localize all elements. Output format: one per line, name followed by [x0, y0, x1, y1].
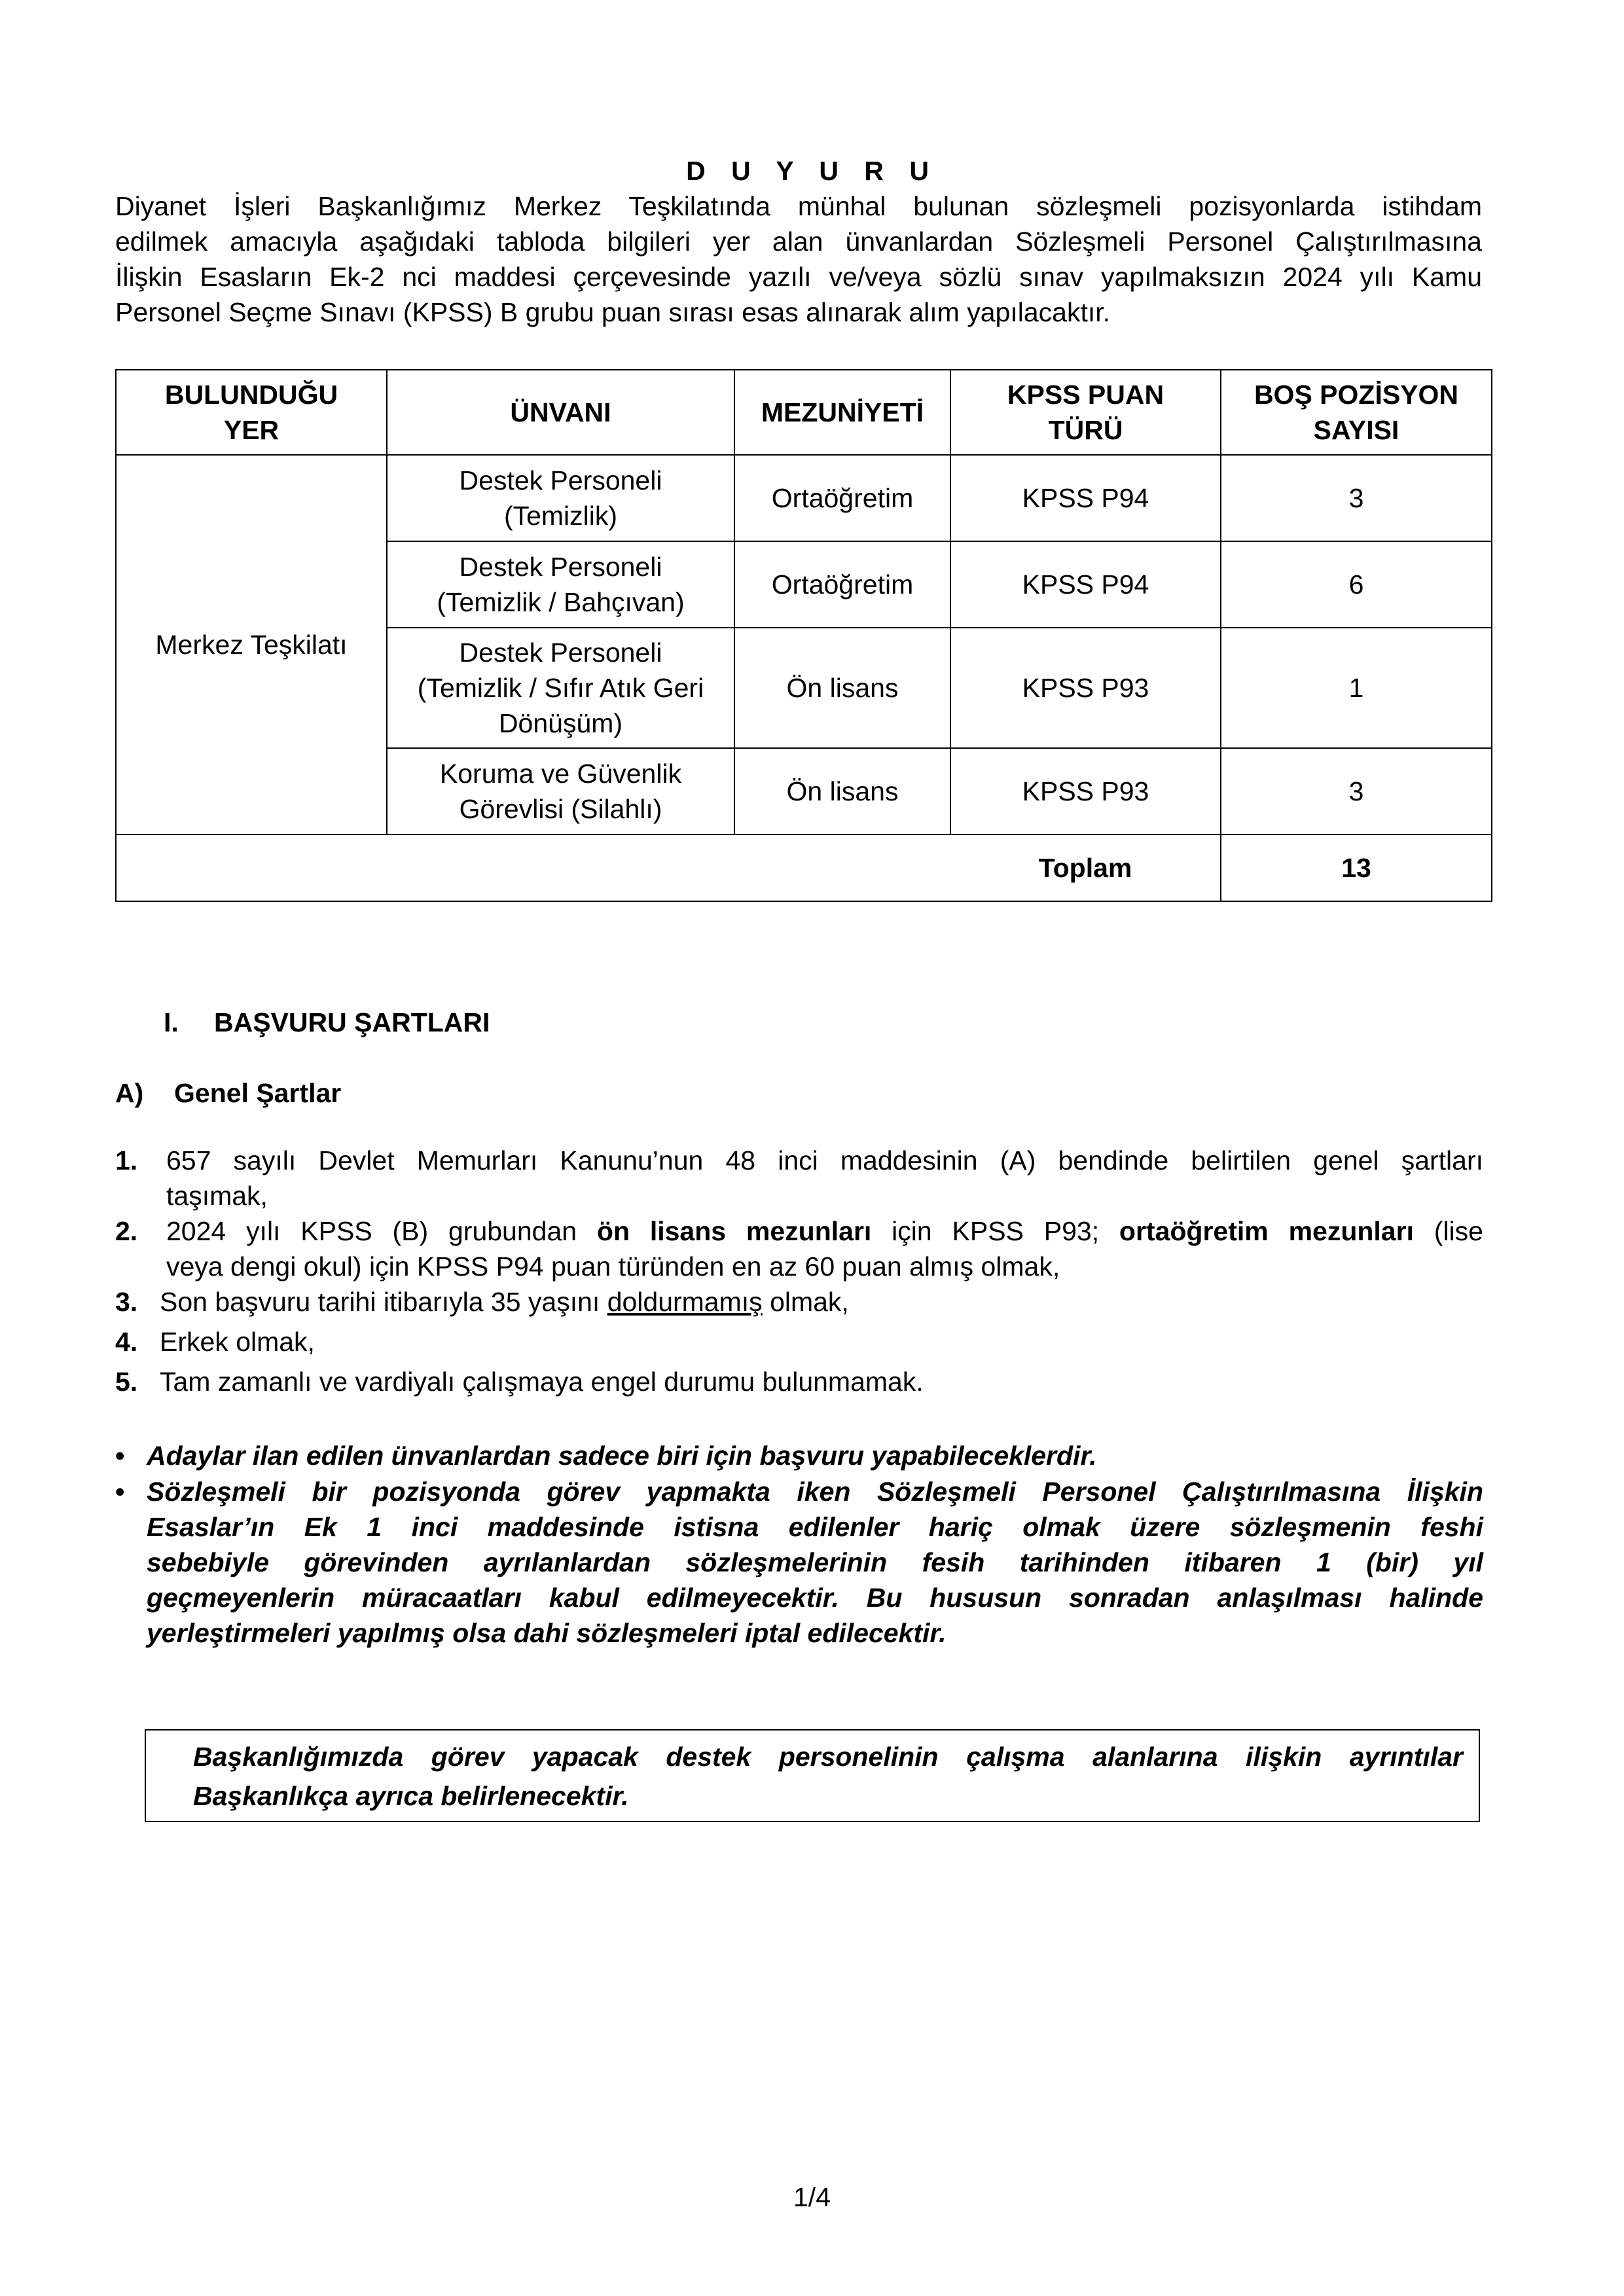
- title-line: Dönüşüm): [498, 708, 623, 738]
- requirement-line: [166, 1213, 1483, 1249]
- boxed-note-line: Başkanlığımızda görev yapacak destek personelinin çalışma alanlarına ilişkin ayrıntılar: [193, 1742, 1463, 1772]
- kpss-cell: KPSS P93: [950, 748, 1221, 834]
- requirement-line: 657 sayılı Devlet Memurları Kanunu’nun 48 inci maddesinin (A) bendinde belirtilen genel şartları: [166, 1145, 1483, 1175]
- note-line: Sözleşmeli bir pozisyonda görev yapmakta iken Sözleşmeli Personel Çalıştırılmasına İlişkin: [147, 1477, 1483, 1507]
- bullet-icon: •: [115, 1477, 125, 1507]
- positions-table: [115, 369, 1492, 902]
- count-cell: 6: [1221, 541, 1492, 628]
- requirement-number: 2.: [115, 1216, 138, 1246]
- header-location-line: YER: [223, 415, 280, 445]
- location-cell: Merkez Teşkilatı: [116, 455, 387, 834]
- section-number: I.: [164, 1007, 179, 1037]
- bold-run: ön lisans mezunları: [596, 1216, 872, 1246]
- count-cell: 3: [1221, 748, 1492, 834]
- requirement-number: 5.: [115, 1367, 138, 1397]
- text-run: Son başvuru tarihi itibarıyla 35 yaşını: [160, 1287, 607, 1317]
- header-vacancies-line: BOŞ POZİSYON: [1254, 380, 1459, 410]
- note-line: geçmeyenlerin müracaatları kabul edilmeyecektir. Bu hususun sonradan anlaşılması halinde: [147, 1583, 1483, 1613]
- kpss-cell: KPSS P93: [950, 628, 1221, 748]
- document-title: D U Y U R U: [686, 156, 938, 186]
- intro-line: İlişkin Esasların Ek-2 nci maddesi çerçevesinde yazılı ve/veya sözlü sınav yapılmaksızın 2024 yılı Kamu: [115, 262, 1482, 292]
- title-cell: [387, 748, 734, 834]
- requirement-text: [166, 1143, 1483, 1213]
- table-row: [116, 455, 1492, 541]
- requirement-number: 4.: [115, 1327, 138, 1357]
- note-line: Adaylar ilan edilen ünvanlardan sadece biri için başvuru yapabileceklerdir.: [147, 1441, 1097, 1471]
- requirement-text: [160, 1284, 1483, 1319]
- title-line: (Temizlik / Sıfır Atık Geri: [417, 673, 704, 703]
- requirement-item: [115, 1284, 1483, 1319]
- requirement-text: [160, 1364, 1483, 1399]
- total-row: [116, 834, 1492, 901]
- boxed-note-text: [193, 1737, 1463, 1816]
- title-line: Destek Personeli: [459, 637, 662, 668]
- education-cell: Ön lisans: [734, 628, 950, 748]
- kpss-cell: KPSS P94: [950, 455, 1221, 541]
- total-empty-cell: [116, 834, 950, 901]
- requirement-number: 3.: [115, 1287, 138, 1317]
- header-kpss-line: TÜRÜ: [1048, 415, 1123, 445]
- header-kpss-line: KPSS PUAN: [1007, 380, 1164, 410]
- title-line: Destek Personeli: [459, 465, 662, 495]
- total-value: 13: [1221, 834, 1492, 901]
- title-cell: [387, 541, 734, 628]
- title-line: (Temizlik): [503, 501, 618, 531]
- note-line: yerleştirmeleri yapılmış olsa dahi sözleşmeleri iptal edilecektir.: [147, 1618, 947, 1648]
- boxed-note: [145, 1729, 1480, 1822]
- requirement-item: [115, 1143, 1483, 1213]
- section-title: BAŞVURU ŞARTLARI: [214, 1007, 490, 1037]
- requirement-text: [166, 1213, 1483, 1284]
- note-item: [115, 1438, 1483, 1473]
- intro-line: Personel Seçme Sınavı (KPSS) B grubu puan sırası esas alınarak alım yapılacaktır.: [115, 297, 1111, 327]
- intro-line: edilmek amacıyla aşağıdaki tabloda bilgileri yer alan ünvanlardan Sözleşmeli Personel Çalıştırılmasına: [115, 226, 1482, 257]
- subsection-heading: [115, 1075, 341, 1111]
- requirement-item: [115, 1364, 1483, 1399]
- bullet-icon: •: [115, 1441, 125, 1471]
- intro-line: Diyanet İşleri Başkanlığımız Merkez Teşkilatında münhal bulunan sözleşmeli pozisyonlarda istihdam: [115, 191, 1482, 221]
- header-location-line: BULUNDUĞU: [164, 380, 338, 410]
- section-heading: [164, 1005, 490, 1040]
- title-cell: [387, 455, 734, 541]
- education-cell: Ortaöğretim: [734, 455, 950, 541]
- header-education: MEZUNİYETİ: [734, 370, 950, 455]
- subsection-title: Genel Şartlar: [174, 1078, 342, 1108]
- requirement-number: 1.: [115, 1145, 138, 1175]
- requirement-item: [115, 1324, 1483, 1359]
- note-text: [147, 1438, 1483, 1473]
- note-line: Esaslar’ın Ek 1 inci maddesinde istisna edilenler hariç olmak üzere sözleşmenin feshi: [147, 1512, 1483, 1542]
- requirement-line: veya dengi okul) için KPSS P94 puan türünden en az 60 puan almış olmak,: [166, 1251, 1060, 1282]
- intro-paragraph: [115, 188, 1482, 330]
- note-line: sebebiyle görevinden ayrılanlardan sözleşmelerinin fesih tarihinden itibaren 1 (bir) yıl: [147, 1547, 1483, 1577]
- requirement-line: taşımak,: [166, 1181, 268, 1211]
- header-location: [116, 370, 387, 455]
- table-header-row: [116, 370, 1492, 455]
- requirement-line: Tam zamanlı ve vardiyalı çalışmaya engel durumu bulunmamak.: [160, 1367, 924, 1397]
- header-kpss: [950, 370, 1221, 455]
- total-label: Toplam: [950, 834, 1221, 901]
- header-vacancies-line: SAYISI: [1313, 415, 1399, 445]
- education-cell: Ortaöğretim: [734, 541, 950, 628]
- page-number: 1/4: [793, 2182, 831, 2212]
- text-run: için KPSS P93;: [871, 1216, 1119, 1246]
- count-cell: 3: [1221, 455, 1492, 541]
- title-line: Görevlisi (Silahlı): [459, 794, 662, 824]
- kpss-cell: KPSS P94: [950, 541, 1221, 628]
- text-run: (lise: [1413, 1216, 1483, 1246]
- count-cell: 1: [1221, 628, 1492, 748]
- note-text: [147, 1474, 1483, 1651]
- requirement-item: [115, 1213, 1483, 1284]
- text-run: 2024 yılı KPSS (B) grubundan: [166, 1216, 597, 1246]
- education-cell: Ön lisans: [734, 748, 950, 834]
- requirement-line: Erkek olmak,: [160, 1327, 315, 1357]
- underlined-run: doldurmamış: [607, 1287, 763, 1317]
- boxed-note-line: Başkanlıkça ayrıca belirlenecektir.: [193, 1781, 629, 1811]
- requirement-text: [160, 1324, 1483, 1359]
- title-cell: [387, 628, 734, 748]
- title-line: (Temizlik / Bahçıvan): [437, 587, 685, 617]
- bold-run: ortaöğretim mezunları: [1119, 1216, 1414, 1246]
- text-run: olmak,: [762, 1287, 849, 1317]
- requirement-line: [160, 1284, 1483, 1319]
- header-title: ÜNVANI: [387, 370, 734, 455]
- subsection-number: A): [115, 1078, 144, 1108]
- note-item: [115, 1474, 1483, 1651]
- title-line: Destek Personeli: [459, 552, 662, 582]
- header-vacancies: [1221, 370, 1492, 455]
- title-line: Koruma ve Güvenlik: [439, 759, 682, 789]
